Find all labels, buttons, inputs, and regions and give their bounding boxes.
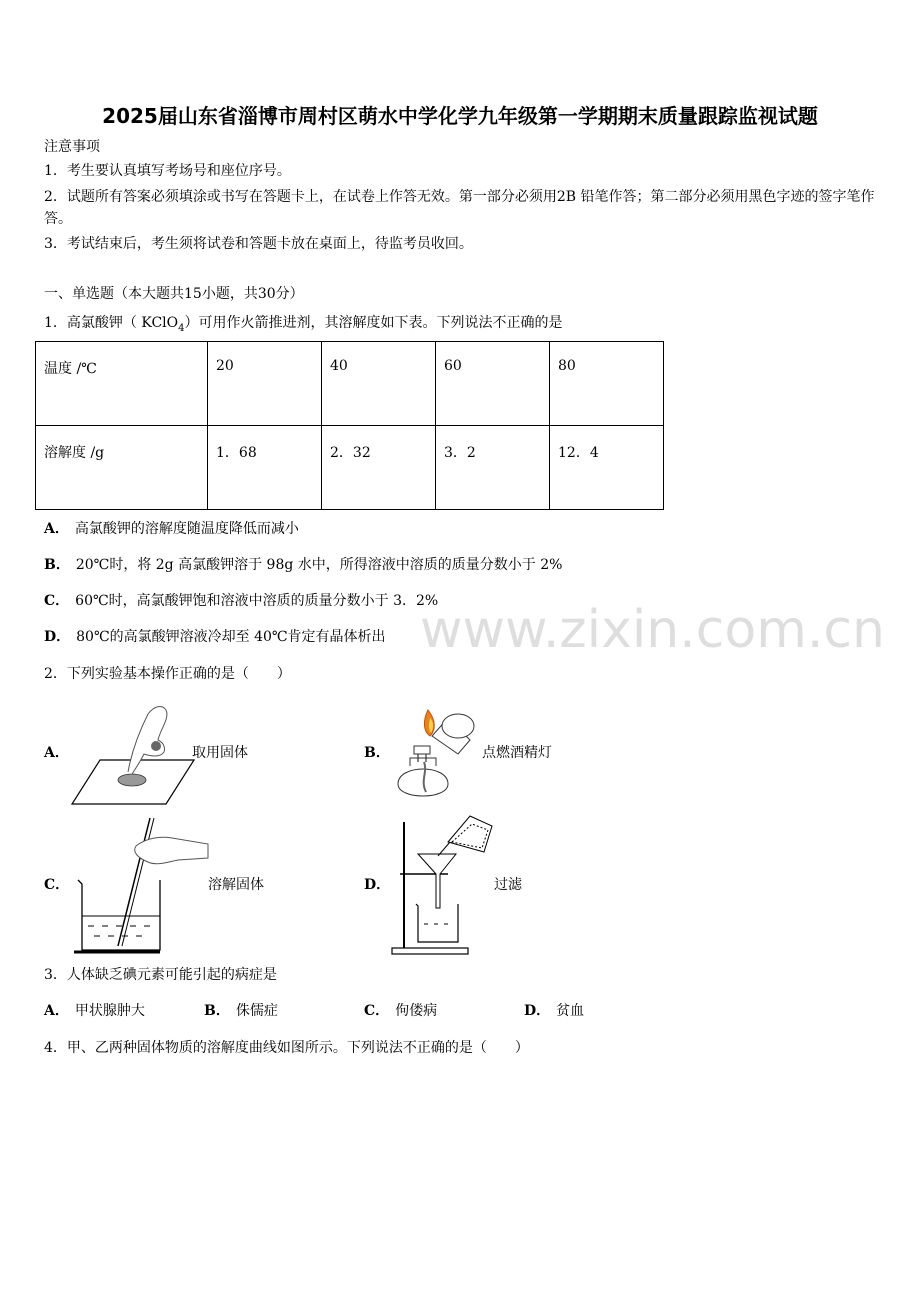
q1-stem-a: 1．高氯酸钾（ KClO [44, 315, 179, 331]
table-cell: 20 [208, 342, 322, 426]
q2-stem: 2．下列实验基本操作正确的是（ ） [44, 666, 291, 682]
option-text: 佝偻病 [395, 1003, 438, 1019]
option-text: 甲状腺肿大 [74, 1003, 145, 1019]
table-cell: 3．2 [436, 426, 550, 510]
q2-option-c-letter [44, 874, 75, 896]
notes-heading: 注意事项 [44, 139, 100, 155]
table-cell: 溶解度 /g [36, 426, 208, 510]
notes-item-3: 3．考试结束后，考生须将试卷和答题卡放在桌面上，待监考员收回。 [44, 236, 473, 252]
option-text: 60℃时，高氯酸钾饱和溶液中溶质的质量分数小于 3．2% [75, 593, 439, 609]
table-cell: 温度 /℃ [36, 342, 208, 426]
q2-option-c-label: 溶解固体 [208, 877, 264, 893]
q4-stem: 4．甲、乙两种固体物质的溶解度曲线如图所示。下列说法不正确的是（ ） [44, 1040, 529, 1056]
q1-stem-sub: 4 [178, 322, 185, 334]
q3-option-c [364, 1000, 437, 1022]
table-cell: 12．4 [550, 426, 664, 510]
q1-option-b [44, 554, 562, 576]
q2-option-d-label: 过滤 [494, 877, 522, 893]
q1-stem [44, 312, 562, 340]
filtration-illustration [390, 812, 496, 958]
notes-item-1: 1．考生要认真填写考场号和座位序号。 [44, 163, 291, 179]
q2-option-a-label: 取用固体 [192, 745, 248, 761]
q2-option-b-label: 点燃酒精灯 [482, 745, 552, 761]
notes-item-2: 2．试题所有答案必须填涂或书写在答题卡上，在试卷上作答无效。第一部分必须用2B 铅笔作答；第二部分必须用黑色字迹的签字笔作答。 [44, 189, 875, 227]
option-letter: D． [44, 629, 71, 645]
option-letter: D． [364, 877, 391, 893]
page-title: 2025届山东省淄博市周村区萌水中学化学九年级第一学期期末质量跟踪监视试题 [102, 104, 818, 128]
option-letter: C． [44, 877, 70, 893]
table-cell: 60 [436, 342, 550, 426]
q1-option-c [44, 590, 438, 612]
q1-option-d [44, 626, 386, 648]
dissolve-solid-illustration [74, 814, 210, 956]
option-text: 侏儒症 [235, 1003, 278, 1019]
option-letter: B． [44, 557, 70, 573]
solubility-table [35, 341, 664, 510]
option-letter: C． [44, 593, 70, 609]
watermark: www.zixin.com.cn [420, 600, 885, 660]
q3-option-d [524, 1000, 584, 1022]
table-row [36, 342, 664, 426]
table-cell: 2．32 [322, 426, 436, 510]
table-cell: 1．68 [208, 426, 322, 510]
option-text: 贫血 [556, 1003, 585, 1019]
option-text: 高氯酸钾的溶解度随温度降低而减小 [74, 521, 299, 537]
light-alcohol-lamp-illustration [388, 700, 482, 806]
option-letter: D． [524, 1003, 551, 1019]
option-letter: A． [44, 1003, 69, 1019]
section-heading: 一、单选题（本大题共15小题，共30分） [44, 286, 304, 302]
option-text: 80℃的高氯酸钾溶液冷却至 40℃肯定有晶体析出 [76, 629, 386, 645]
q3-option-b [204, 1000, 278, 1022]
option-letter: A． [44, 521, 69, 537]
q3-option-a [44, 1000, 145, 1022]
table-cell: 40 [322, 342, 436, 426]
q1-stem-b: ）可用作火箭推进剂，其溶解度如下表。下列说法不正确的是 [184, 315, 563, 331]
q3-stem: 3．人体缺乏碘元素可能引起的病症是 [44, 967, 277, 983]
table-cell: 80 [550, 342, 664, 426]
option-letter: A． [44, 745, 69, 761]
option-text: 20℃时，将 2g 高氯酸钾溶于 98g 水中，所得溶液中溶质的质量分数小于 2% [75, 557, 563, 573]
option-letter: B． [204, 1003, 230, 1019]
take-solid-illustration [70, 700, 196, 806]
option-letter: C． [364, 1003, 390, 1019]
option-letter: B． [364, 745, 390, 761]
q1-option-a [44, 518, 299, 540]
table-row [36, 426, 664, 510]
